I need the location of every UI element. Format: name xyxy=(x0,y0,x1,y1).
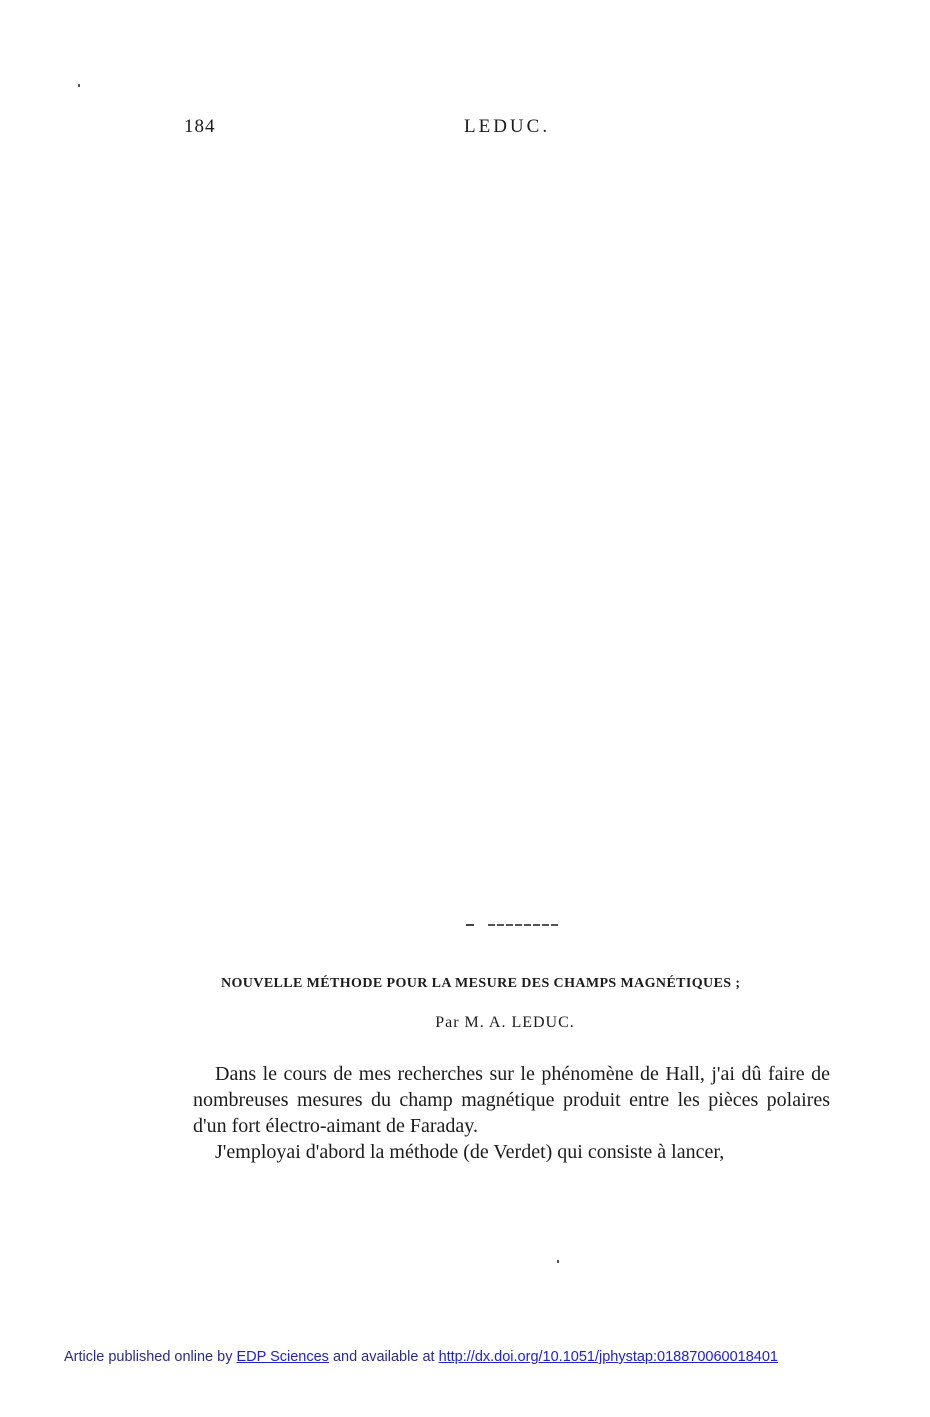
running-head-author: LEDUC. xyxy=(464,116,551,137)
paragraph: J'employai d'abord la méthode (de Verdet) qui consiste à lancer, xyxy=(215,1141,725,1163)
article-byline: Par M. A. LEDUC. xyxy=(435,1014,575,1031)
paragraph: Dans le cours de mes recherches sur le phénomène de Hall, j'ai dû faire de nombreuses mesures du champ magnétique produit entre les pièces polaires d'un fort électro-aimant de Faraday. xyxy=(193,1063,830,1137)
footer-middle: and available at xyxy=(332,1349,435,1365)
scan-speck xyxy=(557,1260,559,1263)
doi-link[interactable]: http://dx.doi.org/10.1051/jphystap:018870060018401 xyxy=(438,1349,778,1365)
separator-rule xyxy=(466,924,474,926)
footer-prefix: Article published online by xyxy=(64,1349,233,1365)
article-body xyxy=(193,1061,830,1165)
publisher-link[interactable]: EDP Sciences xyxy=(236,1349,329,1365)
article-title: NOUVELLE MÉTHODE POUR LA MESURE DES CHAMPS MAGNÉTIQUES ; xyxy=(221,976,741,991)
scan-speck xyxy=(78,84,80,87)
page-number: 184 xyxy=(184,116,216,137)
separator-rule xyxy=(488,924,560,926)
publication-footer xyxy=(64,1349,778,1365)
